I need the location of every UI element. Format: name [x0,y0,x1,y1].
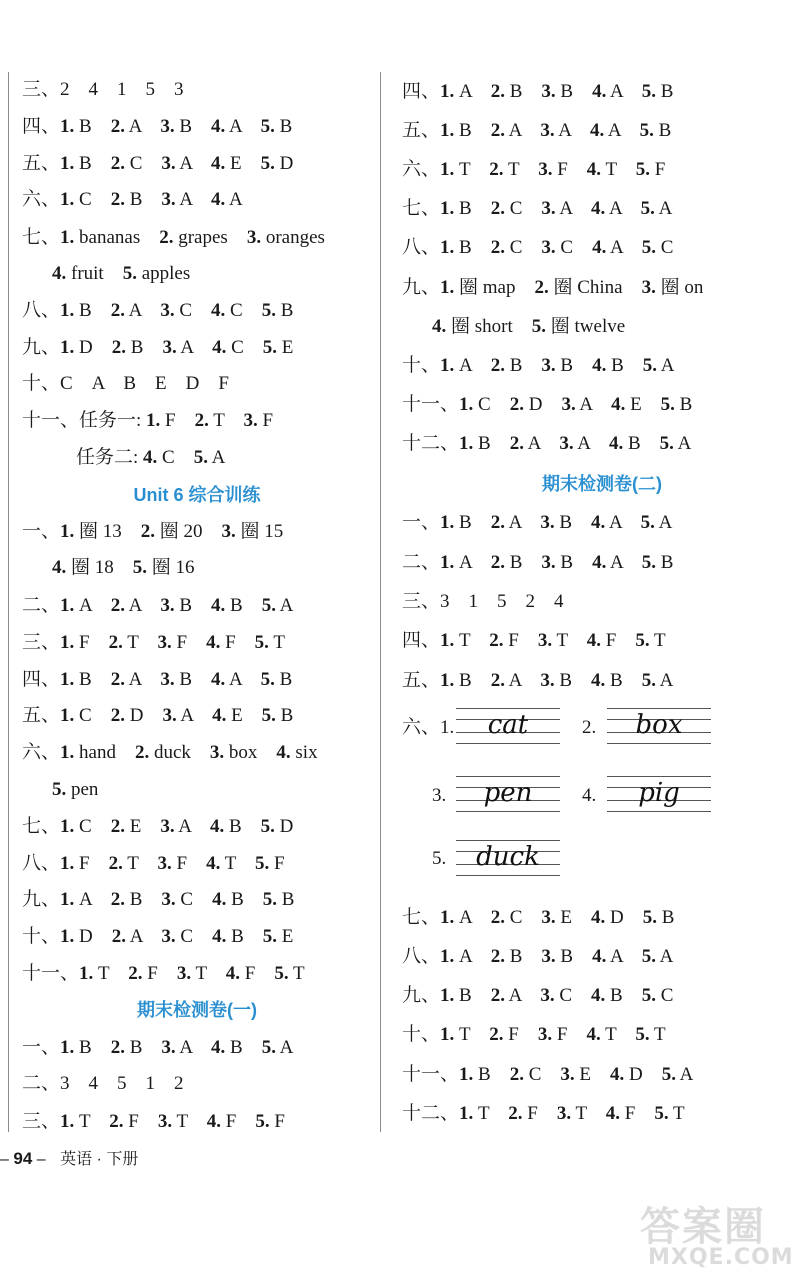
answer-line: 十一、1. C 2. D 3. A 4. E 5. B [402,394,693,415]
answer-line: 四、1. B 2. A 3. B 4. A 5. B [22,116,293,137]
answer-line: 四、1. T 2. F 3. T 4. F 5. T [402,630,666,651]
handwriting-item [456,706,560,746]
footer-dash: – [0,1151,9,1168]
answer-line: 一、1. B 2. B 3. A 4. B 5. A [22,1037,294,1058]
handwriting-number: 3. [432,785,447,806]
answer-line: 七、1. B 2. C 3. A 4. A 5. A [402,198,673,219]
column-divider [380,72,381,1132]
answer-line: 十一、1. B 2. C 3. E 4. D 5. A [402,1064,694,1085]
answer-line: 八、1. B 2. A 3. C 4. C 5. B [22,300,294,321]
watermark-url: MXQE.COM [648,1245,794,1270]
answer-line: 5. pen [52,779,99,800]
watermark-logo [640,1195,805,1275]
handwriting-item [456,774,560,814]
answer-line: 五、1. B 2. A 3. B 4. B 5. A [402,670,674,691]
handwritten-word: cat [487,710,529,740]
handwriting-number: 2. [582,717,597,738]
answer-line: 九、1. 圈 map 2. 圈 China 3. 圈 on [402,277,704,298]
answer-line: 八、1. A 2. B 3. B 4. A 5. A [402,946,674,967]
answer-line: 五、1. B 2. A 3. A 4. A 5. B [402,120,672,141]
answer-line: 四、1. A 2. B 3. B 4. A 5. B [402,81,674,102]
answer-line: 三、2 4 1 5 3 [22,79,184,100]
answer-line: 4. 圈 short 5. 圈 twelve [432,316,626,337]
answer-line: 七、1. C 2. E 3. A 4. B 5. D [22,816,294,837]
answer-line: 十、1. T 2. F 3. F 4. T 5. T [402,1024,666,1045]
page-number: 94 [13,1149,33,1168]
section-heading: Unit 6 综合训练 [133,485,261,505]
footer-subject: 英语 · 下册 [60,1151,139,1168]
handwritten-word: box [635,710,683,740]
footer-dash: – [36,1151,46,1168]
answer-line: 四、1. B 2. A 3. B 4. A 5. B [22,669,293,690]
answer-line: 九、1. D 2. B 3. A 4. C 5. E [22,337,294,358]
section-heading: 期末检测卷(一) [137,1000,257,1020]
answer-line: 六、1. hand 2. duck 3. box 4. six [22,742,318,763]
answer-line: 十一、1. T 2. F 3. T 4. F 5. T [22,963,305,984]
handwritten-word: pig [638,778,680,808]
answer-line: 八、1. F 2. T 3. F 4. T 5. F [22,853,285,874]
handwriting-item [456,838,560,878]
answer-line: 十、1. D 2. A 3. C 4. B 5. E [22,926,294,947]
answer-line: 九、1. A 2. B 3. C 4. B 5. B [22,889,295,910]
handwritten-word: pen [483,778,533,808]
answer-line: 二、1. A 2. A 3. B 4. B 5. A [22,595,294,616]
answer-line: 十一、任务一: 1. F 2. T 3. F [22,410,274,431]
answer-line: 七、1. A 2. C 3. E 4. D 5. B [402,907,675,928]
handwriting-number: 4. [582,785,597,806]
answer-line: 二、3 4 5 1 2 [22,1073,184,1094]
page-footer [0,1146,138,1169]
handwriting-prefix: 六、1. [402,717,455,738]
answer-line: 六、1. T 2. T 3. F 4. T 5. F [402,159,666,180]
answer-line: 一、1. 圈 13 2. 圈 20 3. 圈 15 [22,521,284,542]
answer-line: 二、1. A 2. B 3. B 4. A 5. B [402,552,674,573]
answer-line: 4. fruit 5. apples [52,263,191,284]
answer-line: 任务二: 4. C 5. A [76,447,226,468]
handwriting-item [607,774,711,814]
answer-line: 十二、1. T 2. F 3. T 4. F 5. T [402,1103,685,1124]
answer-line: 十二、1. B 2. A 3. A 4. B 5. A [402,433,692,454]
answer-line: 一、1. B 2. A 3. B 4. A 5. A [402,512,673,533]
watermark-text: 答案圈 [640,1204,766,1250]
answer-line: 五、1. C 2. D 3. A 4. E 5. B [22,705,294,726]
answer-line: 九、1. B 2. A 3. C 4. B 5. C [402,985,674,1006]
answer-line: 十、C A B E D F [22,373,229,394]
answer-line: 八、1. B 2. C 3. C 4. A 5. C [402,237,674,258]
section-heading: 期末检测卷(二) [542,474,662,494]
answer-line: 七、1. bananas 2. grapes 3. oranges [22,227,325,248]
answer-line: 三、3 1 5 2 4 [402,591,564,612]
answer-line: 三、1. T 2. F 3. T 4. F 5. F [22,1111,285,1132]
answer-line: 4. 圈 18 5. 圈 16 [52,557,195,578]
answer-line: 十、1. A 2. B 3. B 4. B 5. A [402,355,675,376]
left-margin-rule [8,72,9,1132]
answer-line: 三、1. F 2. T 3. F 4. F 5. T [22,632,285,653]
handwriting-number: 5. [432,848,447,869]
handwritten-word: duck [476,842,540,872]
answer-line: 六、1. C 2. B 3. A 4. A [22,189,243,210]
handwriting-item [607,706,711,746]
answer-line: 五、1. B 2. C 3. A 4. E 5. D [22,153,294,174]
